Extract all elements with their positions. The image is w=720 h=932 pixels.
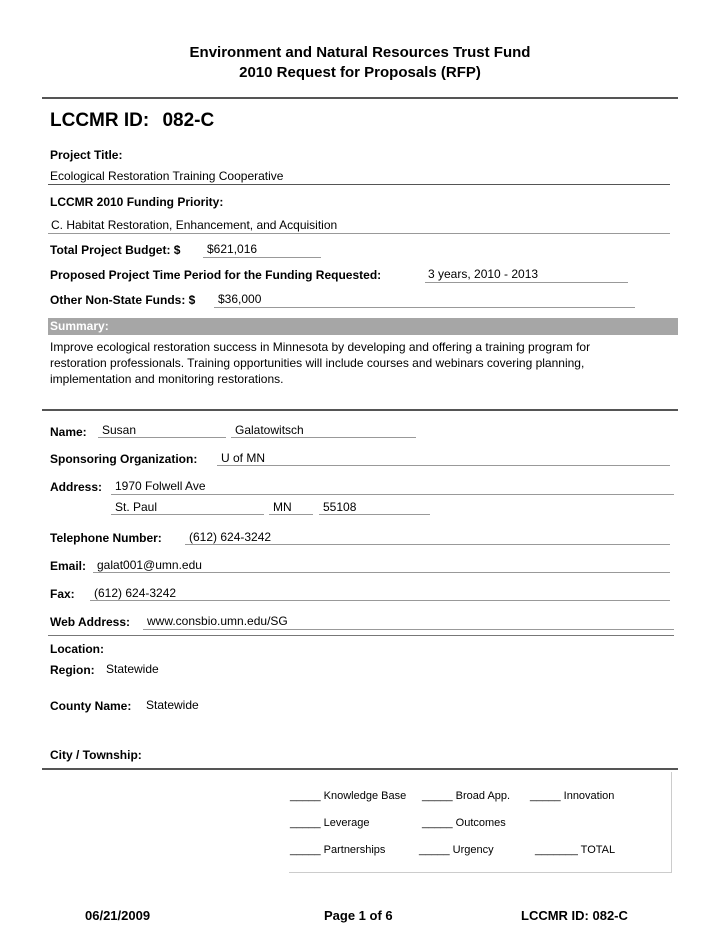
address-label: Address: bbox=[50, 480, 103, 494]
location-divider bbox=[42, 768, 678, 770]
non-state-funds-value: $36,000 bbox=[218, 292, 262, 306]
email-label: Email: bbox=[50, 559, 87, 573]
budget-underline bbox=[203, 257, 321, 258]
zip-value: 55108 bbox=[323, 500, 357, 514]
time-period-underline bbox=[425, 282, 628, 283]
region-label: Region: bbox=[50, 663, 95, 677]
sponsoring-org-value: U of MN bbox=[221, 451, 266, 465]
score-outcomes: _____ Outcomes bbox=[422, 817, 506, 829]
fax-value: (612) 624-3242 bbox=[94, 586, 177, 600]
web-address-value: www.consbio.umn.edu/SG bbox=[147, 614, 288, 628]
project-title-label: Project Title: bbox=[50, 148, 123, 162]
county-value: Statewide bbox=[146, 698, 199, 712]
telephone-value: (612) 624-3242 bbox=[189, 530, 272, 544]
header-title-line2: 2010 Request for Proposals (RFP) bbox=[239, 64, 481, 81]
email-underline bbox=[93, 572, 670, 573]
budget-value: $621,016 bbox=[207, 242, 258, 256]
telephone-label: Telephone Number: bbox=[50, 531, 162, 545]
non-state-funds-label: Other Non-State Funds: $ bbox=[50, 293, 196, 307]
email-value: galat001@umn.edu bbox=[97, 558, 202, 572]
name-label: Name: bbox=[50, 425, 87, 439]
summary-divider bbox=[42, 409, 678, 411]
score-urgency: _____ Urgency bbox=[419, 844, 494, 856]
funding-priority-underline bbox=[48, 233, 670, 234]
budget-label: Total Project Budget: $ bbox=[50, 243, 181, 257]
time-period-label: Proposed Project Time Period for the Funding Requested: bbox=[50, 268, 382, 282]
project-title-value: Ecological Restoration Training Cooperative bbox=[50, 169, 284, 183]
score-leverage: _____ Leverage bbox=[290, 817, 370, 829]
lccmr-id-heading bbox=[50, 110, 214, 132]
non-state-funds-underline bbox=[214, 307, 635, 308]
project-title-underline bbox=[48, 184, 670, 185]
fax-underline bbox=[90, 600, 670, 601]
fax-label: Fax: bbox=[50, 587, 75, 601]
street-underline bbox=[111, 494, 674, 495]
lccmr-id-label: LCCMR ID: bbox=[50, 110, 150, 131]
web-address-underline bbox=[143, 629, 674, 630]
lccmr-id-value: 082-C bbox=[162, 110, 215, 131]
contact-divider bbox=[48, 635, 674, 636]
footer-page: Page 1 of 6 bbox=[324, 908, 393, 923]
city-underline bbox=[111, 514, 264, 515]
city-value: St. Paul bbox=[115, 500, 158, 514]
time-period-value: 3 years, 2010 - 2013 bbox=[428, 267, 539, 281]
score-broad-app: _____ Broad App. bbox=[422, 790, 511, 802]
summary-header-bar bbox=[48, 318, 678, 335]
telephone-underline bbox=[185, 544, 670, 545]
summary-label: Summary: bbox=[50, 319, 109, 333]
first-name-value: Susan bbox=[102, 423, 137, 437]
sponsoring-org-underline bbox=[217, 465, 670, 466]
state-underline bbox=[269, 514, 313, 515]
state-value: MN bbox=[273, 500, 292, 514]
last-name-underline bbox=[231, 437, 416, 438]
summary-text: Improve ecological restoration success in Minnesota by developing and offering a training program for restoration professionals. Training opportunities will include courses and webinars covering planning, implementation and monitoring restorations. bbox=[50, 340, 591, 386]
zip-underline bbox=[319, 514, 430, 515]
footer-lccmr-id: LCCMR ID: 082-C bbox=[521, 908, 628, 923]
city-township-label: City / Township: bbox=[50, 748, 142, 762]
score-partnerships: _____ Partnerships bbox=[290, 844, 386, 856]
street-value: 1970 Folwell Ave bbox=[115, 479, 206, 493]
funding-priority-label: LCCMR 2010 Funding Priority: bbox=[50, 195, 224, 209]
funding-priority-value: C. Habitat Restoration, Enhancement, and Acquisition bbox=[51, 218, 338, 232]
score-knowledge-base: _____ Knowledge Base bbox=[290, 790, 407, 802]
web-address-label: Web Address: bbox=[50, 615, 131, 629]
header-title-line1: Environment and Natural Resources Trust Fund bbox=[189, 44, 531, 61]
location-label: Location: bbox=[50, 642, 104, 656]
sponsoring-org-label: Sponsoring Organization: bbox=[50, 452, 198, 466]
score-total: _______ TOTAL bbox=[535, 844, 616, 856]
region-value: Statewide bbox=[106, 662, 159, 676]
last-name-value: Galatowitsch bbox=[235, 423, 304, 437]
footer-date: 06/21/2009 bbox=[85, 908, 151, 923]
header-divider bbox=[42, 97, 678, 99]
score-innovation: _____ Innovation bbox=[530, 790, 615, 802]
county-label: County Name: bbox=[50, 699, 132, 713]
first-name-underline bbox=[98, 437, 226, 438]
